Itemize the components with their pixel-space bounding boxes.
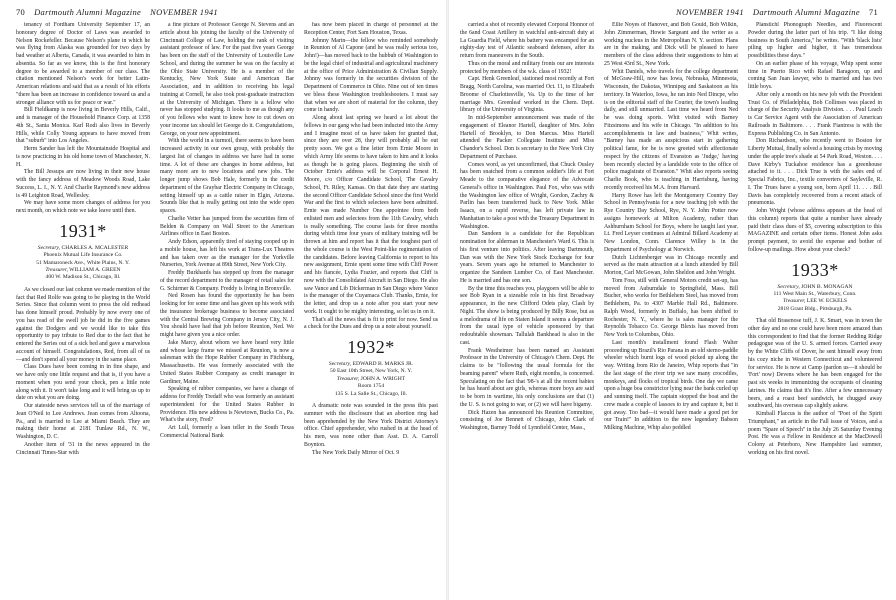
- article-paragraph: As we closed our last column we made mention of the fact that Red Rolfe was going to be playing in the World Series. Since that column went to press the old redhead has done himself proud. Probably by now every one of you has read of the swell job he did in the five games against the Dodgers and we would like to take this opportunity to pay tribute to Red due to the fact that he entered the Series out of a sick bed and gave a marvelous account of himself. Congratulations, Red, from all of us—and don't spend all your money in the same place.: [16, 286, 150, 363]
- article-paragraph: Ned Rosen has found the opportunity he has been looking for for some time and has given up his work with the insurance brokerage business to become associated with the Central Brewing Company in Jersey City, N. J. You should have had that job before Reunion, Ned. We might have given you a nice order.: [160, 293, 294, 338]
- secretary-label: Secretary,: [328, 361, 352, 367]
- right-page: [448, 0, 896, 600]
- article-paragraph: Andy Edson, apparently tired of staying cooped up in a mobile house, has left his work at Trans-Lux Theatres and has taken over as the manager for the Yorkville Nurseries, York Avenue at 89th Street, New York City.: [160, 239, 294, 269]
- page-header: [458, 7, 878, 19]
- article-paragraph: Along about last spring we heard a lot about the fellows in our gang who had been inducted into the Army and I imagine most of us have taken for granted that, since they are over 28, they will probably all be out pretty soon. We got a fine letter from Ernie Moore in which Army life seems to have taken to him and it looks as though he is going places. Beginning the sixth of October Ernie's address will be Corporal Ernest H. Moore, c/o Officer Candidate School, The Cavalry School, Ft. Riley, Kansas. On that date they are starting the second Officer Candidate School since the first World War and the first to which selectees have been admitted. Ernie was made Number One appointee from both enlisted men and selectees from the 11th Cavalry, which is really something. The course lasts for three months during which time four years of military training will be thrown at him and report has it that the toughest part of the whole course is the West Point-like regimentation of the candidates. Before leaving California to report to his new assignment, Ernie spent some time with Cliff Power and his fiancée, Lydia Frazier, and reports that Cliff is now with the Consolidated Aircraft in San Diego. He also saw Vance and Lib Dickerman in San Diego where Vance is the manager of the Cuyamaca Club. Thanks, Ernie, for the letter, and drop us a note after you start your new work. It ought to be mighty interesting, so let us in on it.: [304, 115, 438, 315]
- article-paragraph: Charlie Vetter has jumped from the securities firm of Belden & Company on Wall Street to the American Airlines office in East Boston.: [160, 215, 294, 238]
- article-paragraph: We may have some more changes of address for you next month, on which note we take leave until then.: [16, 200, 150, 214]
- article-paragraph: Johnny Marin—the fellow who reminded somebody in Reunion of Al Capone (and he was really serious too, John!)—has moved back to the hubbub of Washington to be the legal chief of industrial and agricultural machinery at the office of Price Administration & Civilian Supply. Johnny was formerly in the securities division of the Department of Commerce in Ohio. Nine out of ten times we bless these Washington troubleshooters. I must say that when we are short of material for the column, they come in handy.: [304, 37, 438, 114]
- article-paragraph: In mid-September announcement was made of the engagement of Eleanor Hartell, daughter of Mrs. John Hartell of Brooklyn, to Don Marcus. Miss Hartell attended the Packer Collegiate Institute and Miss Chandor's School. Don is secretary to the New York City Department of Purchase.: [460, 115, 594, 160]
- secretary-address: 51 Mamaroneck Ave., White Plains, N. Y.: [36, 259, 130, 266]
- column-4: [460, 22, 594, 597]
- treasurer-address: 135 S. La Salle St., Chicago, Ill.: [334, 390, 408, 397]
- class-year-heading: [16, 222, 150, 241]
- column-6: [748, 22, 882, 597]
- treasurer-label: Treasurer,: [45, 266, 68, 273]
- article-paragraph: Herm Sander has left the Mountainside Hospital and is now practicing in his old home town of Manchester, N. H.: [16, 146, 150, 168]
- secretary-line: [304, 361, 438, 368]
- page-number: 71: [868, 7, 878, 17]
- secretary-address: 111 West Main St., Waterbury, Conn.: [773, 290, 857, 297]
- treasurer-name: JOHN A. WRIGHT: [360, 375, 406, 382]
- magazine-title: Dartmouth Alumni Magazine: [34, 7, 142, 17]
- article-paragraph: Harry Rowe has left the Montgomery Country Day School in Pennsylvania for a new teaching job with the Rye Country Day School, Rye, N. Y. John Potter now assigns homework at Milton Academy, rather than Ashburnham School for Boys, where he taught last year. Lt. Fred Leyser continues at Admiral Billard Academy at New London, Conn. Clarence Willey is in the Department of Psychology at Norwich.: [604, 192, 738, 253]
- article-paragraph: Kimball Flaccus is the author of "Poet of the Spirit Triumphant," an article in the Fall issue of Voices, and a poem "Spare of Speech" in the July 26 Saturday Evening Post. He was a Fellow in Residence at the MacDowell Colony at Peterboro, New Hampshire last summer, working on his first novel.: [748, 411, 882, 456]
- article-paragraph: Last month's installment found Flash Walter proceeding up Brazil's Rio Parana in an old sterno-paddle wheeler which burnt logs of wood picked up along the way. Writing from Rio de Janeiro, Whip reports that "in the last stage of the river trip we saw many crocodiles, monkeys, and flocks of tropical birds. One day we came upon a huge boa constrictor lying near the bank curled up and sunning itself. The captain stopped the boat and the crew made a couple of lassoes to try and capture it, but it got away. Too bad—it would have made a good pet for our Train!" In addition to the now legendary Babson Milking Machine, Whip also peddled: [604, 339, 738, 431]
- treasurer-name: LEE W. ECKELS: [806, 298, 848, 305]
- secretary-name: CHARLES A. MCALESTER: [61, 244, 129, 251]
- column-3: [304, 22, 438, 597]
- article-paragraph: Frank Westheimer has been named an Assistant Professor in the University of Chicago's Chem. Dept. He claims to be "following the usual formula for the beaming parent" where Ruth, eight months, is concerned. Speculating on the fact that '98-'s at all the recent babies he has heard about are girls, whereas more boys are said to be born in wartime, his only conclusions are that (1) the U. S. is not going to war, or (2) we will have bigamy.: [460, 347, 594, 408]
- class-year-heading: [748, 261, 882, 280]
- treasurer-line: [304, 376, 438, 383]
- class-year: 1933*: [791, 259, 839, 280]
- column-2: [160, 22, 294, 597]
- article-paragraph: Comes word, as yet unconfirmed, that Chuck Ousley has been snatched from a common soldier's life at Fort Meade to the comparative elegance of the Advocate General's office in Washington. Paul Fox, who was with the Washington law office of Wright, Gordon, Zachry & Parlin has been transferred back to New York. Mike Isaacs, on a rapid reverse, has left private law in Manhattan to take a post with the Treasury Department in Washington.: [460, 161, 594, 230]
- article-paragraph: Don Richardson, who recently went to Boston for Liberty Mutual, finally solved a housing crisis by moving under the apple tree's shade at 54 Park Road, Weston. . . . Dave Kirby's Tuckahoe residence has a greenhouse attached to it. . . . Dick True is with the sales end of Special Fabrics, Inc., textile converters of Sayleville, R. I. The Trues have a young son, born April 11. . . . Bill Davis has completely recovered from a recent attack of pneumonia.: [748, 138, 882, 207]
- secretary-label: Secretary,: [37, 244, 61, 251]
- treasurer-label: Treasurer,: [782, 298, 806, 305]
- article-paragraph: carried a shot of recently elevated Corporal Honnor of the 6and Coast Artillery in watchful anti-aircraft duty at La Guardia Field, where his battery was encamped for an eighty-day test of Atlantic seaboard defenses, after its return from maneuvers in the South.: [460, 22, 594, 59]
- article-paragraph: tenancy of Fordham University September 17, an honorary degree of Doctor of Laws was awarded to Nelson Rockefeller. Because Nelson's plane in which he was flying from Alaska was grounded for two days by bad weather at Alberta, Canada, it was awarded to him in absentia. So far as we know, this is the first honorary degree to be awarded to a member of our class. The citation mentioned Nelson's work for better Latin-American relations and said that as a result of his efforts "there has been an increase in confidence toward us and a stronger alliance with us for peace or war.": [16, 22, 150, 106]
- treasurer-address: 400 W. Madison St., Chicago, Ill.: [45, 274, 121, 281]
- article-paragraph: A dramatic note was sounded in the press this past summer with the disclosure that an abortion ring had been apprehended by the New York District Attorney's office. Chief apprehender, who rushed in at the head of his men, was none other than Asst. D. A. Carroll Boynton.: [304, 403, 438, 448]
- class-year: 1932*: [347, 337, 395, 357]
- article-paragraph: After only a month on his new job with the Provident Trust Co. of Philadelphia, Bob Collinses was placed in charge of the Security Analysis Division. . . . Paul Leach is Car Service Agent with the Association of American Railroads in Baltimore. . . . Frank Fiantress is with the Express Publishing Co. in San Antonio.: [748, 91, 882, 137]
- article-paragraph: Bill Fieldkamp is now living in Beverly Hills, Calif., and is manager of the Household Finance Corp. at 1358 4th St., Santa Monica. Karl Rodi also lives in Beverly Hills, while Colly Young appears to have moved from that "suburb" into Los Angeles.: [16, 107, 150, 145]
- issue-date: NOVEMBER 1941: [676, 7, 744, 17]
- article-paragraph: Dick Hazen has announced his Reunion Committee, consisting of Joe Bennett of Chicago, John Clark of Washington, Barney Todd of Lynnfield Center, Mass.,: [460, 409, 594, 431]
- right-columns: [460, 22, 882, 597]
- secretary-name: JOHN B. MONAGAN: [801, 283, 853, 290]
- article-paragraph: has now been placed in charge of personnel at the Reception Center, Fort Sam Houston, Texas.: [304, 22, 438, 36]
- article-paragraph: Jake Marcy, about whom we have heard very little and whose large frame we missed at Reunion, is now a salesman with the Hope Rubber Company in Fitchburg, Massachusetts. He was formerly associated with the United States Rubber Company as credit manager in Gardiner, Maine.: [160, 339, 294, 385]
- article-paragraph: Capt. Henk Greenleaf, stationed most recently at Fort Bragg, North Carolina, was married Oct. 11, to Elizabeth Broome of Charlottesville, Va. Up to the time of her marriage Mrs. Greenleaf worked in the Chem. Dept. library of the University of Virginia.: [460, 76, 594, 114]
- column-1: [16, 22, 150, 597]
- article-paragraph: Dan Sandeen is a candidate for the Republican nomination for alderman in Manchester's Ward 6. This is his first venture into politics. After leaving Dartmouth, Dan was with the New York Stock Exchange for four years. Seven years ago he returned to Manchester to organize the Sandeen Lumber Co. of East Manchester. He is married and has one son.: [460, 231, 594, 284]
- article-paragraph: Our stateside news services tell us of the marriage of Jean O'Neil to Lee Andrews. Jean comes from Altoona, Pa., and is married to Lee at Miami Beach. They are making their home at 2181 Tunlaw Rd., N. W., Washington, D. C.: [16, 403, 150, 441]
- treasurer-line: [16, 267, 150, 274]
- treasurer-address: 2818 Grant Bldg., Pittsburgh, Pa.: [777, 305, 853, 312]
- article-paragraph: Whit Daniels, who travels for the college department of McGraw-Hill, now has Iowa, Nebraska, Minnesota, Wisconsin, the Dakotas, Winnipeg and Saskatoon as his territory. In Waterloo, Iowa, he ran into Ned Dincpe, who is on the editorial staff of the Courier, the town's leading daily, and still unmarried. Last time we heard from Ned he was doing sports. Whit visited with Barney Fitzsimons and his wife in Chicago. "In addition to his accomplishments in law and business," Whit writes, "Barney has made an auspicious start in gathering political fame, for he is now greeted with affectionate respect by the citizens of Evanston as 'Judge,' having been recently elected by a landslide vote to the office of police magistrate of Evanston." Whit also reports seeing Charlie Book, who is teaching in Harrisburg, having recently received his M.A. from Harvard.: [604, 68, 738, 191]
- article-paragraph: Speaking of rubber companies, we have a change of address for Freddy Tredaff who was formerly an assistant superintendent for the United States Rubber in Providence. His new address is Newtown, Bucks Co., Pa. What's the story, Fred?: [160, 386, 294, 424]
- page-number: 70: [16, 7, 26, 17]
- class-year: 1931*: [59, 220, 107, 241]
- article-paragraph: With the world in a turmoil, there seems to have been increased activity in our own group, with probably the largest list of changes in address we have had in some time. A lot of these are changes in home address, but many more are to new locations and new jobs. The longer jump shows Bob Hale, formerly in the credit department of the Graybar Electric Company in Chicago, setting himself up as a cattle raiser in Elgin, Arizona. Sounds like that is really getting out into the wide open spaces.: [160, 138, 294, 214]
- treasurer-label: Treasurer,: [336, 375, 360, 382]
- secretary-address: 50 East 10th Street, New York, N. Y.: [329, 368, 413, 375]
- article-paragraph: That's all the news that is fit to print for now. Send us a check for the Dues and drop us a note about yourself.: [304, 316, 438, 331]
- left-columns: [16, 22, 438, 597]
- secretary-line: [748, 284, 882, 291]
- article-paragraph: a fine picture of Professor George N. Stevens and an article about his joining the faculty of the University of Cincinnati College of Law, holding the rank of visiting assistant professor of law. For the past five years George has been on the staff of the University of Louisville Law School, and during the summer he was on the faculty at the Ohio State University. He is a member of the Kentucky, New York State and American Bar Association, and in addition to receiving his legal training at Cornell, he also took post-graduate instruction at the University of Michigan. There is a fellow who never has stopped studying. It looks to me as though any of you fellows who want to know how to cut down on your income tax should let George do it. Congratulations, George, on your new appointment.: [160, 22, 294, 137]
- secretary-label: Secretary,: [777, 283, 800, 290]
- column-5: [604, 22, 738, 597]
- article-paragraph: Ellie Noyes of Hanover, and Bob Gould, Bob Wilkin, John Zimmerman, Howie Sargeant and the writer as a working nucleus in the Metropolitan N. Y. section. Plans are in the making, and Dick will be pleased to have members of the class address their suggestions to him at 25 West 43rd St., New York.: [604, 22, 738, 67]
- article-paragraph: Freddy Burkhards has stepped up from the manager of the record department to the manager of retail sales for G. Schirmer & Company. Freddy is living in Bronxville.: [160, 270, 294, 292]
- treasurer-name: WILLIAM A. GREEN: [69, 266, 121, 273]
- article-paragraph: Dutch Lichtenberger was in Chicago recently and served as the main attraction at a lunch attended by Bill Morton, Carl McGowan, John Sheldon and John Wright.: [604, 254, 738, 276]
- article-paragraph: The Bill Jessups are now living in their new house with the fancy address of Meadow Woods Road, Lake Success, L. I., N. Y. And Charlie Raymond's new address is 49 Leighton Road, Wellesley.: [16, 169, 150, 199]
- secretary-name: EDWARD B. MARKS JR.: [352, 361, 414, 367]
- class-year-heading: [304, 338, 438, 357]
- article-paragraph: Tom Foss, still with General Motors credit set-up, has moved from Auburndale to Springfield, Mass. Bill Bucher, who works for Bethlehem Steel, has moved from Bethlehem, Pa. to 4307 Marble Hall Rd., Baltimore. Ralph Wood, formerly in Buffalo, has been shifted to Rochester, N. Y., where he is sales manager for the Reynolds Tobacco Co. George Blexis has moved from New York to Columbus, Ohio.: [604, 277, 738, 338]
- treasurer-room: Room 1754: [357, 383, 385, 390]
- issue-date: NOVEMBER 1941: [150, 7, 218, 17]
- article-paragraph: Art Lull, formerly a loan teller in the South Texas Commercial National Bank: [160, 425, 294, 439]
- article-paragraph: John Wright (whose address appears at the head of this column) reports that quite a number have already paid their class dues of $5, covering subscription to this MAGAZINE and certain other items. Honest John asks prompt payment, to avoid the expense and bother of follow-up mailings. How about your check?: [748, 208, 882, 253]
- article-paragraph: Class Dues have been coming in in fine shape, and we have only one little request and that is, if you have a moment when you send your check, pen a little note along with it. It won't take long and it will bring us up to date on what you are doing.: [16, 364, 150, 402]
- article-paragraph: That old Brasenose tuff, J. K. Smart, was in town the other day and no one could have been more amazed than this correspondent to find that the former Redding Ridge pedagogue was of the U. S. armed forces. Carried away by the White Cliffs of Dover, he sent himself away from his cozy niche in Western Connecticut and volunteered for service. He is now at Camp (pardon us—it should be 'Fort' now) Devens where he has been engaged for the past six weeks in immunizing the occupants of cleaning latrines. He claims that it's fine. After a few unnecessary beers, and a roast beef sandwich, he chugged away southward, his overseas cap slightly askew.: [748, 318, 882, 410]
- article-paragraph: Another item of '31 in the news appeared in the Cincinnati Times-Star with: [16, 441, 150, 456]
- article-paragraph: On an earlier phase of his voyage, Whip spent some time in Puerto Rico with Rafael Baragoon, up and coming San Juan lawyer, who is married and has two little boys.: [748, 60, 882, 90]
- treasurer-line: [748, 298, 882, 305]
- magazine-title: Dartmouth Alumni Magazine: [752, 7, 860, 17]
- page-header: [16, 7, 436, 19]
- article-paragraph: The New York Daily Mirror of Oct. 9: [312, 449, 400, 456]
- secretary-address: Phoenix Mutual Life Insurance Co.: [43, 252, 123, 259]
- article-paragraph: Thus on the moral and military fronts our are interests protected by members of the w.k. class of 1932!: [460, 60, 594, 75]
- article-paragraph: By the time this reaches you, playgoers will be able to see Bob Ryan in a sizeable role in his first Broadway appearance, in the new Clifford Odets play, Clash by Night. The show is being produced by Billy Rose, but as a melodrama of life on Staten Island it seems a departure from the usual type of vehicle sponsored by that redoubtable showman. Tallulah Bankhead is also in the cast.: [460, 285, 594, 346]
- article-paragraph: Planstichl Phonograph Needles, and Fluorescent Powder during the latter part of his trip. "I like doing business in South America," he writes. "With 'black lists' piling up higher and higher, it has tremendous possibilities these days.": [748, 22, 882, 59]
